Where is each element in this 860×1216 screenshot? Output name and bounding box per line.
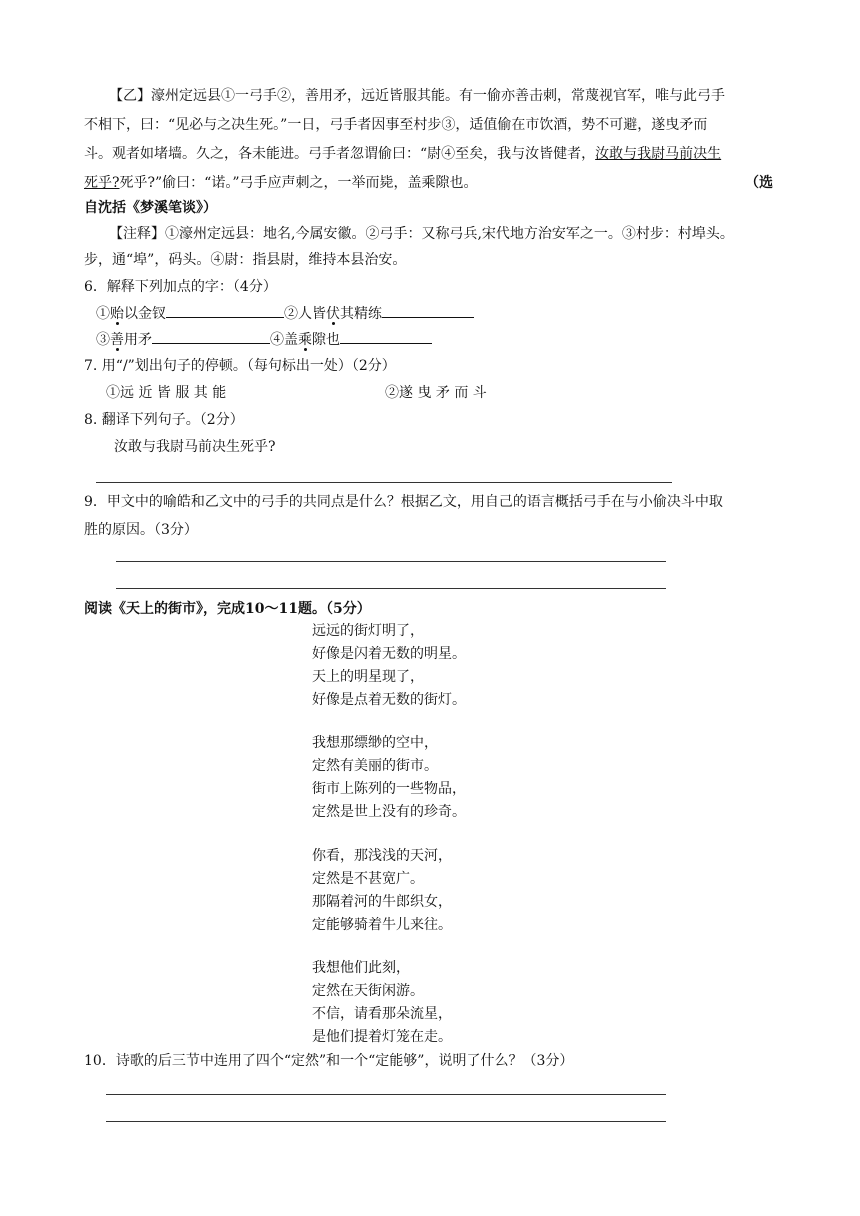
answer-line[interactable]: [96, 482, 672, 483]
poem-line: 我想那缥缈的空中，: [312, 735, 438, 751]
poem-line: 我想他们此刻，: [312, 960, 410, 976]
q8-sentence: 汝敢与我尉马前决生死乎?: [114, 439, 276, 455]
passage-b-line-3: [84, 144, 721, 164]
answer-line[interactable]: [116, 588, 666, 589]
passage-b-line-3-text: 斗。观者如堵墙。久之，各未能进。弓手者忽谓偷曰：“尉④至矣，我与汝皆健者，: [84, 146, 596, 162]
poem-stanza-4: [312, 957, 452, 1049]
q7-stem: 7. 用“/”划出句子的停顿。（每句标出一处）（2分）: [84, 358, 396, 374]
q6-item-3: ③善用矛: [96, 332, 152, 348]
passage-b-line-4: [84, 173, 478, 193]
q6-stem: 6．解释下列加点的字：（4分）: [84, 279, 277, 295]
answer-blank[interactable]: [152, 329, 270, 344]
q7-sentence-1[interactable]: ①远 近 皆 服 其 能: [106, 385, 227, 401]
answer-blank[interactable]: [340, 329, 432, 344]
q6-item-4: ④盖乘隙也: [270, 332, 340, 348]
answer-blank[interactable]: [382, 303, 474, 318]
q6-row-1: [96, 303, 474, 324]
answer-line[interactable]: [116, 561, 666, 562]
answer-line[interactable]: [106, 1121, 666, 1122]
poem-line: 定然是不甚宽广。: [312, 871, 424, 887]
dotted-char: 贻: [110, 306, 124, 322]
poem-line: 定能够骑着牛儿来往。: [312, 917, 452, 933]
poem-stanza-3: [312, 845, 452, 937]
poem-line: 你看，那浅浅的天河，: [312, 848, 452, 864]
answer-line[interactable]: [106, 1094, 666, 1095]
source-label-right: （选: [745, 175, 773, 191]
q9-stem-line-2: 胜的原因。（3分）: [84, 522, 198, 538]
poem-stanza-2: [312, 732, 466, 824]
poem-line: 街市上陈列的一些物品，: [312, 781, 466, 797]
poem-line: 天上的明星现了，: [312, 669, 424, 685]
poem-line: 好像是点着无数的街灯。: [312, 692, 466, 708]
poem-stanza-1: [312, 620, 466, 712]
poem-line: 那隔着河的牛郎织女，: [312, 894, 452, 910]
reading-heading: 阅读《天上的街市》，完成10～11题。（5分）: [84, 601, 371, 617]
poem-line: 好像是闪着无数的明星。: [312, 646, 466, 662]
poem-line: 定然在天街闲游。: [312, 983, 424, 999]
dotted-char: 乘: [298, 332, 312, 348]
q6-row-2: [96, 329, 432, 350]
dotted-char: 善: [110, 332, 124, 348]
answer-blank[interactable]: [166, 303, 284, 318]
q8-stem: 8. 翻译下列句子。（2分）: [84, 412, 244, 428]
q6-item-1: ①贻以金钗: [96, 306, 166, 322]
q7-sentence-2[interactable]: ②遂 曳 矛 而 斗: [385, 385, 487, 401]
notes-line-2: 步，通“埠”，码头。④尉：指县尉，维持本县治安。: [84, 252, 407, 268]
passage-b-line-4-text: 死乎?”偷曰：“诺。”弓手应声刺之，一举而毙，盖乘隙也。: [119, 175, 478, 191]
poem-line: 是他们提着灯笼在走。: [312, 1029, 452, 1045]
dotted-char: 伏: [326, 306, 340, 322]
poem-line: 定然有美丽的街市。: [312, 758, 438, 774]
underlined-sentence-part-2: 死乎?: [84, 175, 120, 191]
poem-line: 远远的街灯明了，: [312, 623, 424, 639]
poem-line: 不信，请看那朵流星，: [312, 1006, 452, 1022]
passage-b-line-1: 【乙】濠州定远县①一弓手②，善用矛，远近皆服其能。有一偷亦善击刺，常蔑视官军，唯与此弓手: [109, 88, 725, 104]
source-label: 自沈括《梦溪笔谈》）: [84, 200, 217, 216]
notes-line-1: 【注释】①濠州定远县：地名,今属安徽。②弓手：又称弓兵,宋代地方治安军之一。③村步：村埠头。: [109, 226, 734, 242]
poem-line: 定然是世上没有的珍奇。: [312, 804, 466, 820]
q10-stem: 10．诗歌的后三节中连用了四个“定然”和一个“定能够”，说明了什么？（3分）: [84, 1053, 574, 1069]
q9-stem-line-1: 9．甲文中的喻皓和乙文中的弓手的共同点是什么？根据乙文，用自己的语言概括弓手在与小偷决斗中取: [84, 494, 723, 510]
q6-item-2: ②人皆伏其精练: [284, 306, 382, 322]
passage-b-line-2: 不相下，曰：“见必与之决生死。”一日，弓手者因事至村步③，适值偷在市饮酒，势不可避，遂曳矛而: [84, 117, 708, 133]
underlined-sentence-part-1: 汝敢与我尉马前决生: [595, 146, 722, 162]
